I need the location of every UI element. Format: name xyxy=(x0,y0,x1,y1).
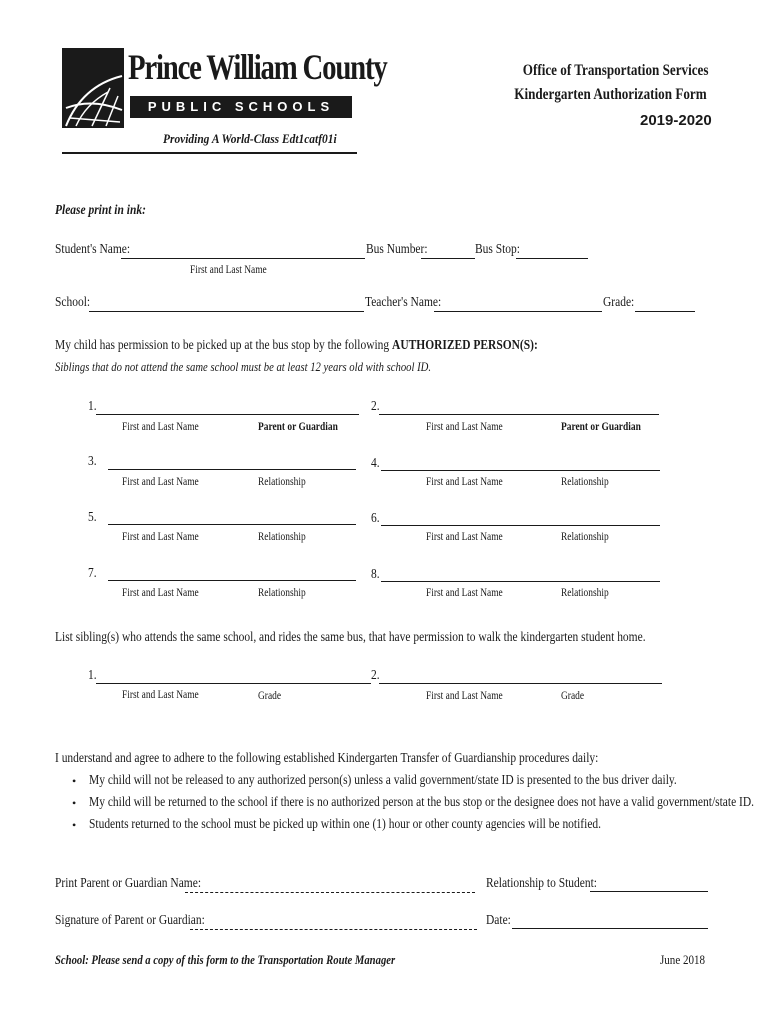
person-6-name-hint: First and Last Name xyxy=(426,531,503,543)
sibling-1-number: 1. xyxy=(88,668,97,683)
person-8-relationship: Relationship xyxy=(561,587,609,599)
person-2-number: 2. xyxy=(371,399,380,414)
siblings-age-note: Siblings that do not attend the same school must be at least 12 years old with school ID. xyxy=(55,359,432,374)
person-4-number: 4. xyxy=(371,456,380,471)
person-7-number: 7. xyxy=(88,566,97,581)
agreement-bullet-1: My child will not be released to any authorized person(s) unless a valid government/state ID is presented to the bus driver daily. xyxy=(89,773,677,788)
sibling-1-grade-hint: Grade xyxy=(258,690,282,702)
bus-number-field[interactable] xyxy=(421,258,475,259)
student-name-field[interactable] xyxy=(121,258,365,259)
authorization-intro-bold: AUTHORIZED PERSON(S): xyxy=(392,338,538,353)
person-6-number: 6. xyxy=(371,511,380,526)
school-field[interactable] xyxy=(89,311,364,312)
person-5-number: 5. xyxy=(88,510,97,525)
person-4-relationship: Relationship xyxy=(561,476,609,488)
sibling-2-field[interactable] xyxy=(379,683,662,684)
sibling-1-field[interactable] xyxy=(96,683,371,684)
person-8-field[interactable] xyxy=(381,581,660,582)
person-1-number: 1. xyxy=(88,399,97,414)
relationship-label: Relationship to Student: xyxy=(486,876,597,891)
person-8-number: 8. xyxy=(371,567,380,582)
teacher-label: Teacher's Name: xyxy=(365,295,442,310)
school-label: School: xyxy=(55,295,91,310)
sibling-1-name-hint: First and Last Name xyxy=(122,689,199,701)
agreement-intro: I understand and agree to adhere to the following established Kindergarten Transfer of Guardianship procedures daily: xyxy=(55,751,599,766)
date-field[interactable] xyxy=(512,928,708,929)
person-4-field[interactable] xyxy=(381,470,660,471)
teacher-field[interactable] xyxy=(434,311,602,312)
bus-stop-field[interactable] xyxy=(516,258,588,259)
person-4-name-hint: First and Last Name xyxy=(426,476,503,488)
sibling-2-grade-hint: Grade xyxy=(561,690,585,702)
bullet-2-icon: • xyxy=(72,796,77,810)
form-title: Kindergarten Authorization Form xyxy=(514,86,707,103)
person-1-field[interactable] xyxy=(96,414,359,415)
person-5-field[interactable] xyxy=(108,524,356,525)
revision-date: June 2018 xyxy=(659,952,705,967)
person-6-relationship: Relationship xyxy=(561,531,609,543)
person-2-relationship: Parent or Guardian xyxy=(561,421,641,433)
person-2-field[interactable] xyxy=(379,414,659,415)
person-8-name-hint: First and Last Name xyxy=(426,587,503,599)
globe-logo-icon xyxy=(62,48,124,128)
tagline: Providing A World-Class Edt1catf01i xyxy=(163,131,337,146)
student-name-hint: First and Last Name xyxy=(190,264,267,276)
print-instruction: Please print in ink: xyxy=(55,203,146,218)
person-6-field[interactable] xyxy=(381,525,660,526)
person-1-name-hint: First and Last Name xyxy=(122,421,199,433)
bus-stop-label: Bus Stop: xyxy=(475,242,520,257)
office-title: Office of Transportation Services xyxy=(522,62,708,79)
tagline-rule-left xyxy=(62,152,126,154)
agreement-bullet-3: Students returned to the school must be picked up within one (1) hour or other county agencies will be notified. xyxy=(89,817,602,832)
student-name-label: Student's Name: xyxy=(55,242,131,257)
date-label: Date: xyxy=(486,913,511,928)
person-7-name-hint: First and Last Name xyxy=(122,587,199,599)
bullet-3-icon: • xyxy=(72,818,77,832)
person-2-name-hint: First and Last Name xyxy=(426,421,503,433)
print-name-label: Print Parent or Guardian Name: xyxy=(55,876,202,891)
footer-note: School: Please send a copy of this form to the Transportation Route Manager xyxy=(55,952,396,967)
grade-label: Grade: xyxy=(603,295,635,310)
logo-bar xyxy=(130,96,352,118)
authorization-intro xyxy=(55,338,538,354)
sibling-2-name-hint: First and Last Name xyxy=(426,690,503,702)
tagline-rule-right xyxy=(126,152,357,154)
person-7-relationship: Relationship xyxy=(258,587,306,599)
person-5-relationship: Relationship xyxy=(258,531,306,543)
relationship-field[interactable] xyxy=(590,891,708,892)
person-7-field[interactable] xyxy=(108,580,356,581)
logo xyxy=(62,46,387,138)
person-5-name-hint: First and Last Name xyxy=(122,531,199,543)
print-name-field[interactable] xyxy=(185,878,475,893)
signature-label: Signature of Parent or Guardian: xyxy=(55,913,205,928)
person-3-field[interactable] xyxy=(108,469,356,470)
siblings-intro: List sibling(s) who attends the same school, and rides the same bus, that have permission to walk the kindergarten student home. xyxy=(55,630,646,645)
school-year: 2019-2020 xyxy=(640,112,712,129)
person-1-relationship: Parent or Guardian xyxy=(258,421,338,433)
person-3-relationship: Relationship xyxy=(258,476,306,488)
bullet-1-icon: • xyxy=(72,774,77,788)
authorization-intro-text: My child has permission to be picked up at the bus stop by the following xyxy=(55,338,390,353)
signature-field[interactable] xyxy=(190,915,477,930)
bus-number-label: Bus Number: xyxy=(366,242,428,257)
sibling-2-number: 2. xyxy=(371,668,380,683)
grade-field[interactable] xyxy=(635,311,695,312)
district-name: Prince William County xyxy=(128,47,387,87)
person-3-name-hint: First and Last Name xyxy=(122,476,199,488)
person-3-number: 3. xyxy=(88,454,97,469)
logo-subtitle: PUBLIC SCHOOLS xyxy=(147,99,335,114)
agreement-bullet-2: My child will be returned to the school if there is no authorized person at the bus stop or the designee does not have a valid government/state ID. xyxy=(89,795,755,810)
